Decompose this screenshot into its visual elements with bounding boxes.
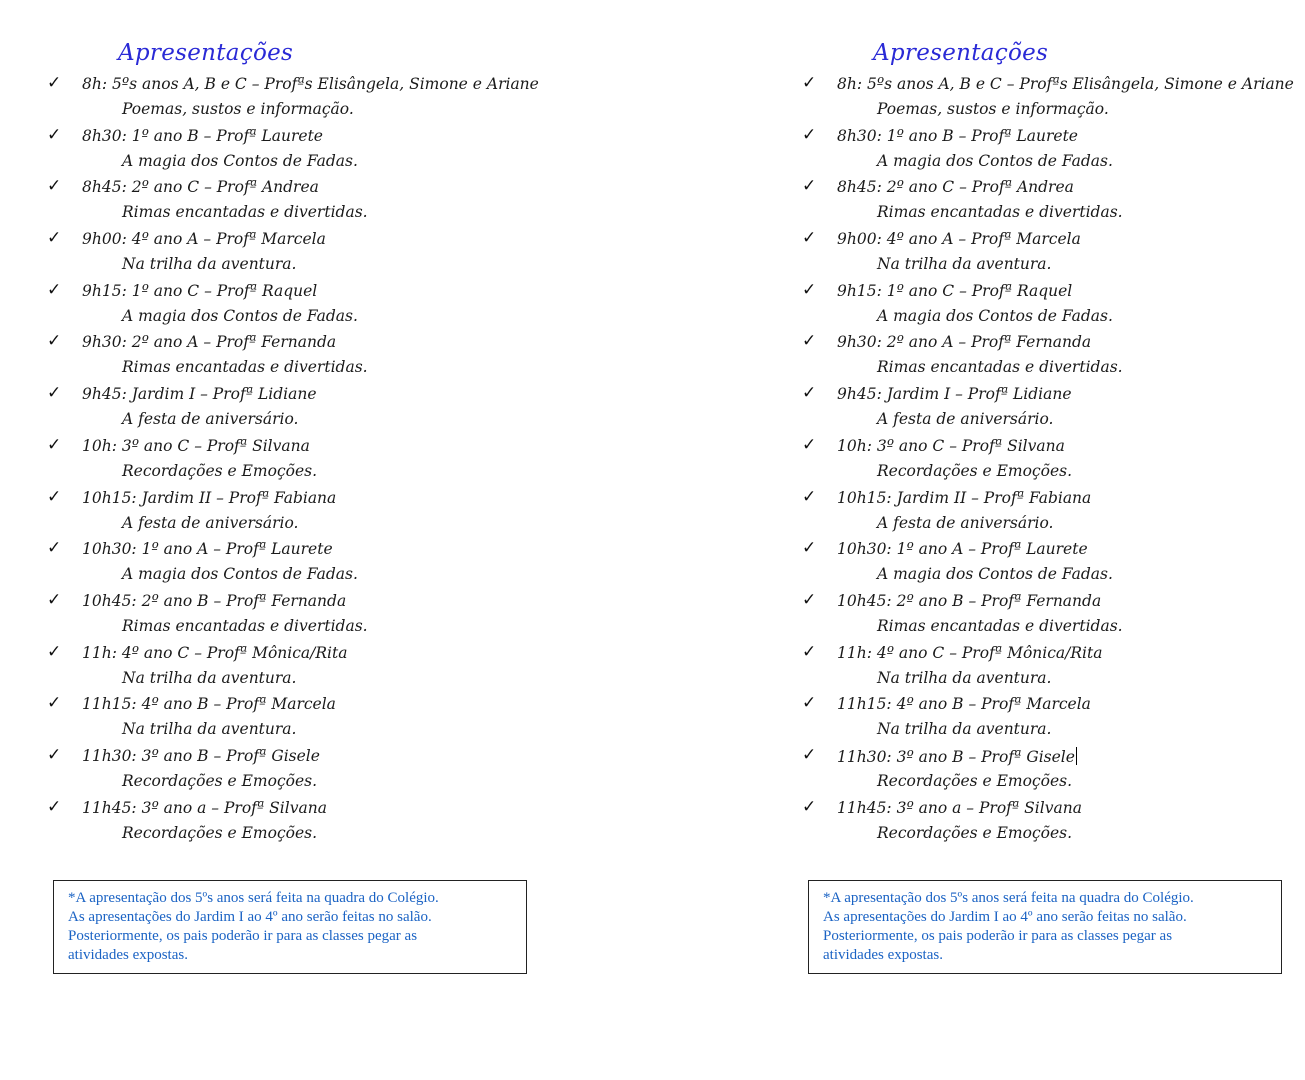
schedule-time-class: 9h00: 4º ano A – Profª Marcela: [82, 230, 326, 249]
schedule-time-class[interactable]: 9h15: 1º ano C – Profª Raquel: [837, 281, 1073, 300]
checkmark-icon: ✓: [47, 228, 62, 249]
schedule-time-class: 8h45: 2º ano C – Profª Andrea: [82, 178, 319, 197]
checkmark-icon: ✓: [802, 693, 817, 714]
schedule-theme[interactable]: Na trilha da aventura.: [877, 720, 1052, 739]
schedule-theme[interactable]: Poemas, sustos e informação.: [877, 100, 1109, 118]
list-item: [47, 796, 607, 848]
schedule-time-class: 9h15: 1º ano C – Profª Raquel: [82, 281, 318, 300]
schedule-time-class: 11h15: 4º ano B – Profª Marcela: [82, 695, 336, 714]
list-item: [47, 330, 607, 382]
checkmark-icon: ✓: [802, 124, 817, 145]
schedule-theme: Recordações e Emoções.: [122, 461, 318, 480]
schedule-theme[interactable]: A festa de aniversário.: [877, 410, 1054, 429]
schedule-time-class[interactable]: 9h45: Jardim I – Profª Lidiane: [837, 385, 1072, 404]
schedule-time-class[interactable]: 8h: 5ºs anos A, B e C – Profªs Elisângela, Simone e Ariane: [837, 75, 1294, 93]
note-line: As apresentações do Jardim I ao 4º ano serão feitas no salão.: [68, 909, 432, 925]
checkmark-icon: ✓: [47, 641, 62, 662]
list-item: [47, 279, 607, 331]
checkmark-icon: ✓: [47, 279, 62, 300]
schedule-theme[interactable]: Recordações e Emoções.: [877, 461, 1073, 480]
checkmark-icon: ✓: [802, 796, 817, 817]
schedule-theme[interactable]: A magia dos Contos de Fadas.: [877, 306, 1113, 325]
checkmark-icon: ✓: [802, 228, 817, 249]
checkmark-icon: ✓: [47, 124, 62, 145]
schedule-time-class[interactable]: 11h: 4º ano C – Profª Mônica/Rita: [837, 643, 1103, 662]
schedule-time-class[interactable]: 9h30: 2º ano A – Profª Fernanda: [837, 333, 1092, 352]
schedule-time-class[interactable]: 11h15: 4º ano B – Profª Marcela: [837, 695, 1091, 714]
schedule-theme: Rimas encantadas e divertidas.: [122, 203, 368, 222]
page-title: Apresentações: [118, 40, 294, 66]
checkmark-icon: ✓: [47, 744, 62, 765]
list-item: [802, 744, 1305, 796]
list-item: [47, 227, 607, 279]
checkmark-icon: ✓: [802, 73, 817, 93]
checkmark-icon: ✓: [47, 176, 62, 197]
checkmark-icon: ✓: [47, 693, 62, 714]
schedule-theme: Rimas encantadas e divertidas.: [122, 616, 368, 635]
schedule-time-class[interactable]: 9h00: 4º ano A – Profª Marcela: [837, 230, 1081, 249]
list-item: [802, 72, 1305, 124]
schedule-theme: Na trilha da aventura.: [122, 255, 297, 274]
schedule-time-class: 10h30: 1º ano A – Profª Laurete: [82, 540, 333, 559]
schedule-list: [802, 72, 1305, 847]
note-line[interactable]: As apresentações do Jardim I ao 4º ano serão feitas no salão.: [823, 909, 1187, 925]
schedule-theme: Na trilha da aventura.: [122, 668, 297, 687]
schedule-theme: Recordações e Emoções.: [122, 771, 318, 790]
checkmark-icon: ✓: [47, 486, 62, 507]
schedule-theme: Na trilha da aventura.: [122, 720, 297, 739]
note-line: Posteriormente, os pais poderão ir para as classes pegar as: [68, 928, 418, 944]
schedule-list: [47, 72, 607, 847]
schedule-theme[interactable]: A magia dos Contos de Fadas.: [877, 151, 1113, 170]
list-item: [802, 796, 1305, 848]
schedule-time-class[interactable]: 10h15: Jardim II – Profª Fabiana: [837, 488, 1092, 507]
schedule-theme: Recordações e Emoções.: [122, 823, 318, 842]
note-line[interactable]: *A apresentação dos 5ºs anos será feita na quadra do Colégio.: [823, 890, 1194, 906]
list-item: [47, 537, 607, 589]
list-item: [47, 124, 607, 176]
schedule-theme: A festa de aniversário.: [122, 410, 299, 429]
schedule-time-class: 9h45: Jardim I – Profª Lidiane: [82, 385, 317, 404]
list-item: [802, 537, 1305, 589]
schedule-time-class[interactable]: 8h45: 2º ano C – Profª Andrea: [837, 178, 1074, 197]
schedule-time-class: 10h: 3º ano C – Profª Silvana: [82, 436, 310, 455]
checkmark-icon: ✓: [802, 641, 817, 662]
list-item: [47, 589, 607, 641]
list-item: [47, 744, 607, 796]
schedule-theme[interactable]: Na trilha da aventura.: [877, 255, 1052, 274]
checkmark-icon: ✓: [47, 434, 62, 455]
list-item: [802, 227, 1305, 279]
info-note-box[interactable]: [808, 880, 1282, 974]
checkmark-icon: ✓: [802, 331, 817, 352]
checkmark-icon: ✓: [802, 589, 817, 610]
checkmark-icon: ✓: [802, 538, 817, 559]
schedule-time-class: 10h15: Jardim II – Profª Fabiana: [82, 488, 337, 507]
schedule-time-class[interactable]: 10h45: 2º ano B – Profª Fernanda: [837, 591, 1102, 610]
schedule-theme[interactable]: Recordações e Emoções.: [877, 823, 1073, 842]
checkmark-icon: ✓: [47, 589, 62, 610]
list-item: [47, 175, 607, 227]
schedule-theme: A magia dos Contos de Fadas.: [122, 565, 358, 584]
schedule-time-class: 8h: 5ºs anos A, B e C – Profªs Elisângela, Simone e Ariane: [82, 75, 539, 93]
list-item: [802, 279, 1305, 331]
schedule-time-class[interactable]: 11h45: 3º ano a – Profª Silvana: [837, 798, 1082, 817]
checkmark-icon: ✓: [802, 434, 817, 455]
schedule-theme[interactable]: Recordações e Emoções.: [877, 771, 1073, 790]
list-item: [802, 486, 1305, 538]
list-item: [802, 692, 1305, 744]
schedule-time-class: 11h: 4º ano C – Profª Mônica/Rita: [82, 643, 348, 662]
checkmark-icon: ✓: [802, 176, 817, 197]
checkmark-icon: ✓: [47, 796, 62, 817]
schedule-theme[interactable]: Rimas encantadas e divertidas.: [877, 358, 1123, 377]
list-item: [47, 486, 607, 538]
schedule-theme: Rimas encantadas e divertidas.: [122, 358, 368, 377]
list-item: [802, 434, 1305, 486]
checkmark-icon: ✓: [802, 744, 817, 765]
schedule-time-class: 8h30: 1º ano B – Profª Laurete: [82, 126, 323, 145]
list-item: [802, 124, 1305, 176]
checkmark-icon: ✓: [47, 73, 62, 93]
schedule-theme: A festa de aniversário.: [122, 513, 299, 532]
checkmark-icon: ✓: [47, 331, 62, 352]
note-line: atividades expostas.: [68, 947, 188, 963]
note-line: *A apresentação dos 5ºs anos será feita na quadra do Colégio.: [68, 890, 439, 906]
note-line[interactable]: atividades expostas.: [823, 947, 943, 963]
page-right[interactable]: [755, 0, 1305, 1080]
schedule-time-class[interactable]: 11h30: 3º ano B – Profª Gisele: [837, 747, 1075, 766]
list-item: [47, 692, 607, 744]
schedule-time-class[interactable]: 10h30: 1º ano A – Profª Laurete: [837, 540, 1088, 559]
checkmark-icon: ✓: [47, 538, 62, 559]
schedule-time-class: 11h45: 3º ano a – Profª Silvana: [82, 798, 327, 817]
schedule-time-class[interactable]: 8h30: 1º ano B – Profª Laurete: [837, 126, 1078, 145]
list-item: [47, 72, 607, 124]
checkmark-icon: ✓: [802, 486, 817, 507]
list-item: [802, 330, 1305, 382]
schedule-theme: A magia dos Contos de Fadas.: [122, 151, 358, 170]
list-item: [802, 589, 1305, 641]
list-item: [47, 641, 607, 693]
schedule-theme[interactable]: A magia dos Contos de Fadas.: [877, 565, 1113, 584]
list-item: [802, 175, 1305, 227]
list-item: [47, 382, 607, 434]
schedule-theme[interactable]: A festa de aniversário.: [877, 513, 1054, 532]
schedule-time-class[interactable]: 10h: 3º ano C – Profª Silvana: [837, 436, 1065, 455]
schedule-time-class: 9h30: 2º ano A – Profª Fernanda: [82, 333, 337, 352]
info-note-box: [53, 880, 527, 974]
page-left: [0, 0, 652, 1080]
schedule-theme[interactable]: Rimas encantadas e divertidas.: [877, 616, 1123, 635]
text-cursor: [1076, 747, 1077, 765]
schedule-theme: Poemas, sustos e informação.: [122, 100, 354, 118]
schedule-theme[interactable]: Rimas encantadas e divertidas.: [877, 203, 1123, 222]
list-item: [802, 641, 1305, 693]
page-title[interactable]: Apresentações: [873, 40, 1049, 66]
checkmark-icon: ✓: [802, 279, 817, 300]
list-item: [47, 434, 607, 486]
schedule-theme: A magia dos Contos de Fadas.: [122, 306, 358, 325]
list-item: [802, 382, 1305, 434]
note-line[interactable]: Posteriormente, os pais poderão ir para as classes pegar as: [823, 928, 1173, 944]
schedule-theme[interactable]: Na trilha da aventura.: [877, 668, 1052, 687]
schedule-time-class: 10h45: 2º ano B – Profª Fernanda: [82, 591, 347, 610]
schedule-time-class: 11h30: 3º ano B – Profª Gisele: [82, 746, 320, 765]
checkmark-icon: ✓: [802, 383, 817, 404]
checkmark-icon: ✓: [47, 383, 62, 404]
schedule-time-class-with-cursor[interactable]: [837, 747, 1077, 766]
